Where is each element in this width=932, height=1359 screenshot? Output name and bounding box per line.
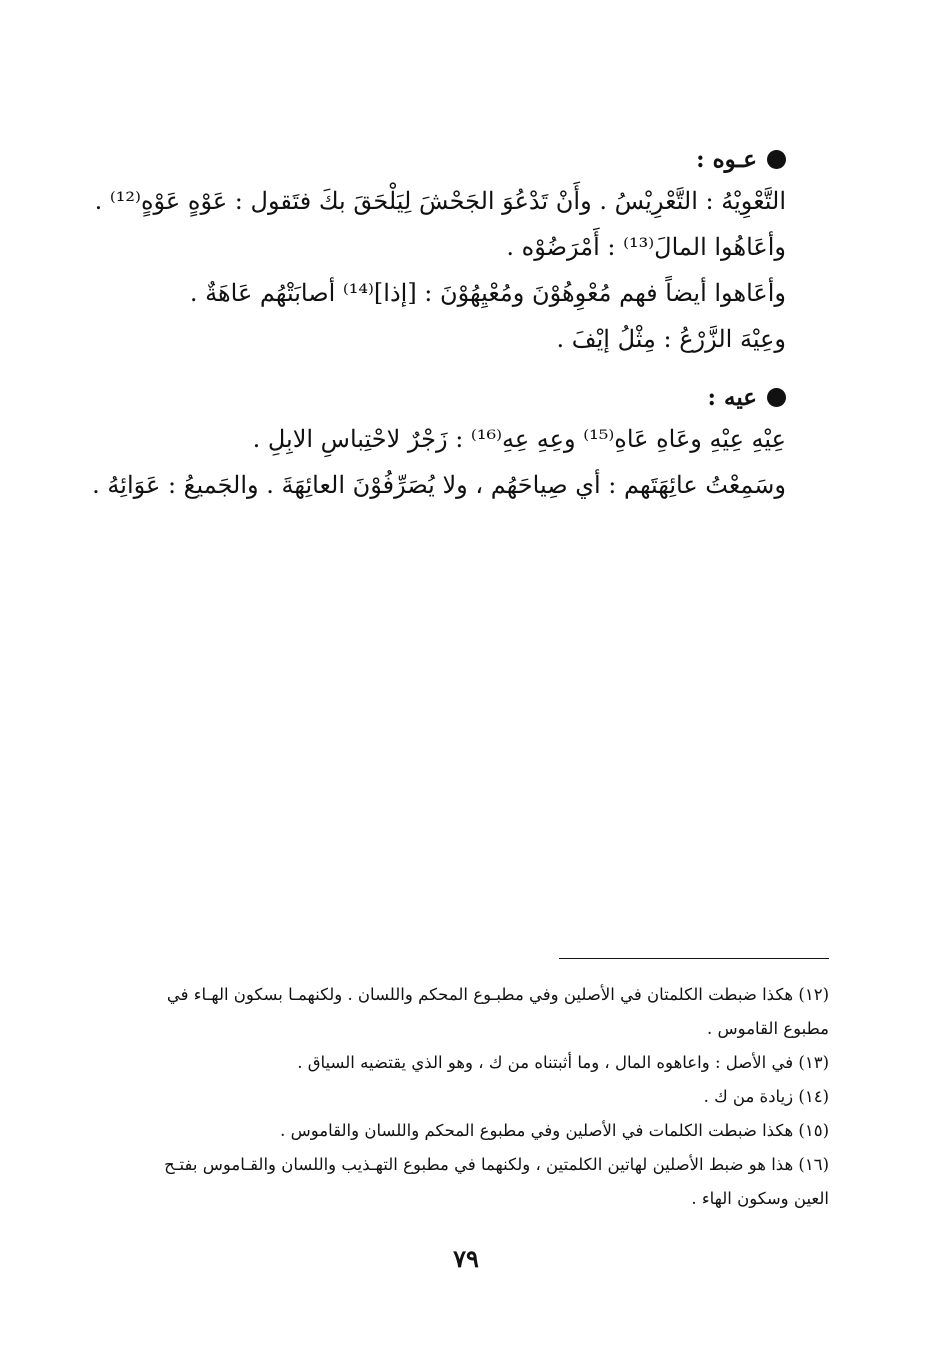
entry-heading-text: عيه : [707,383,757,411]
entry-heading [126,378,786,416]
footnote-16: (١٦) هذا هو ضبط الأصلين لهاتين الكلمتين ، ولكنهما في مطبوع التهـذيب واللسان والقـاموس بفتـح [164,1155,829,1174]
footnote-divider [559,958,829,959]
entry-line: وأعَاهُوا المالَ⁽¹³⁾ : أَمْرَضُوْه . [506,233,786,261]
footnote-13: (١٣) في الأصل : واعاهوه المال ، وما أثبتناه من ك ، وهو الذي يقتضيه السياق . [297,1053,829,1072]
entry-line: وعِيْهَ الزَّرْعُ : مِثْلُ إيْفَ . [556,325,786,353]
page-number: ٧٩ [453,1244,479,1273]
footnote-12-continued: مطبوع القاموس . [707,1019,829,1038]
entry-ayh [92,378,786,508]
entry-line: وأعَاهوا أيضاً فهم مُعْوِهُوْنَ ومُعْيِهُوْنَ : [إذا]⁽¹⁴⁾ أصابَتْهُم عَاهَةٌ . [189,279,786,307]
footnote-16-continued: العين وسكون الهاء . [691,1189,829,1208]
entry-line: التَّعْوِيْهُ : التَّعْرِيْسُ . وأَنْ تَدْعُوَ الجَحْشَ لِيَلْحَقَ بكَ فتَقول : عَوْهٍ عَوْهٍ⁽¹²⁾ . [94,187,786,215]
bullet-icon [767,150,786,169]
footnote-12: (١٢) هكذا ضبطت الكلمتان في الأصلين وفي مطبـوع المحكم واللسان . ولكنهمـا بسكون الهـاء في [166,985,829,1004]
bullet-icon [767,388,786,407]
entry-awh [94,140,786,362]
entry-heading-text: عـوه : [696,145,757,173]
entry-line: وسَمِعْتُ عائِهَتَهم : أي صِياحَهُم ، ولا يُصَرِّفُوْنَ العائِهَةَ . والجَميعُ : عَوَائِهُ . [92,471,786,499]
entry-line: عِيْهِ عِيْهِ وعَاهِ عَاهِ⁽¹⁵⁾ وعِهِ عِهِ⁽¹⁶⁾ : زَجْرٌ لاحْتِباسِ الابِلِ . [252,425,786,453]
footnote-15: (١٥) هكذا ضبطت الكلمات في الأصلين وفي مطبوع المحكم واللسان والقاموس . [280,1121,829,1140]
entry-heading [126,140,786,178]
footnote-14: (١٤) زيادة من ك . [703,1087,829,1106]
footnotes [97,978,829,1216]
